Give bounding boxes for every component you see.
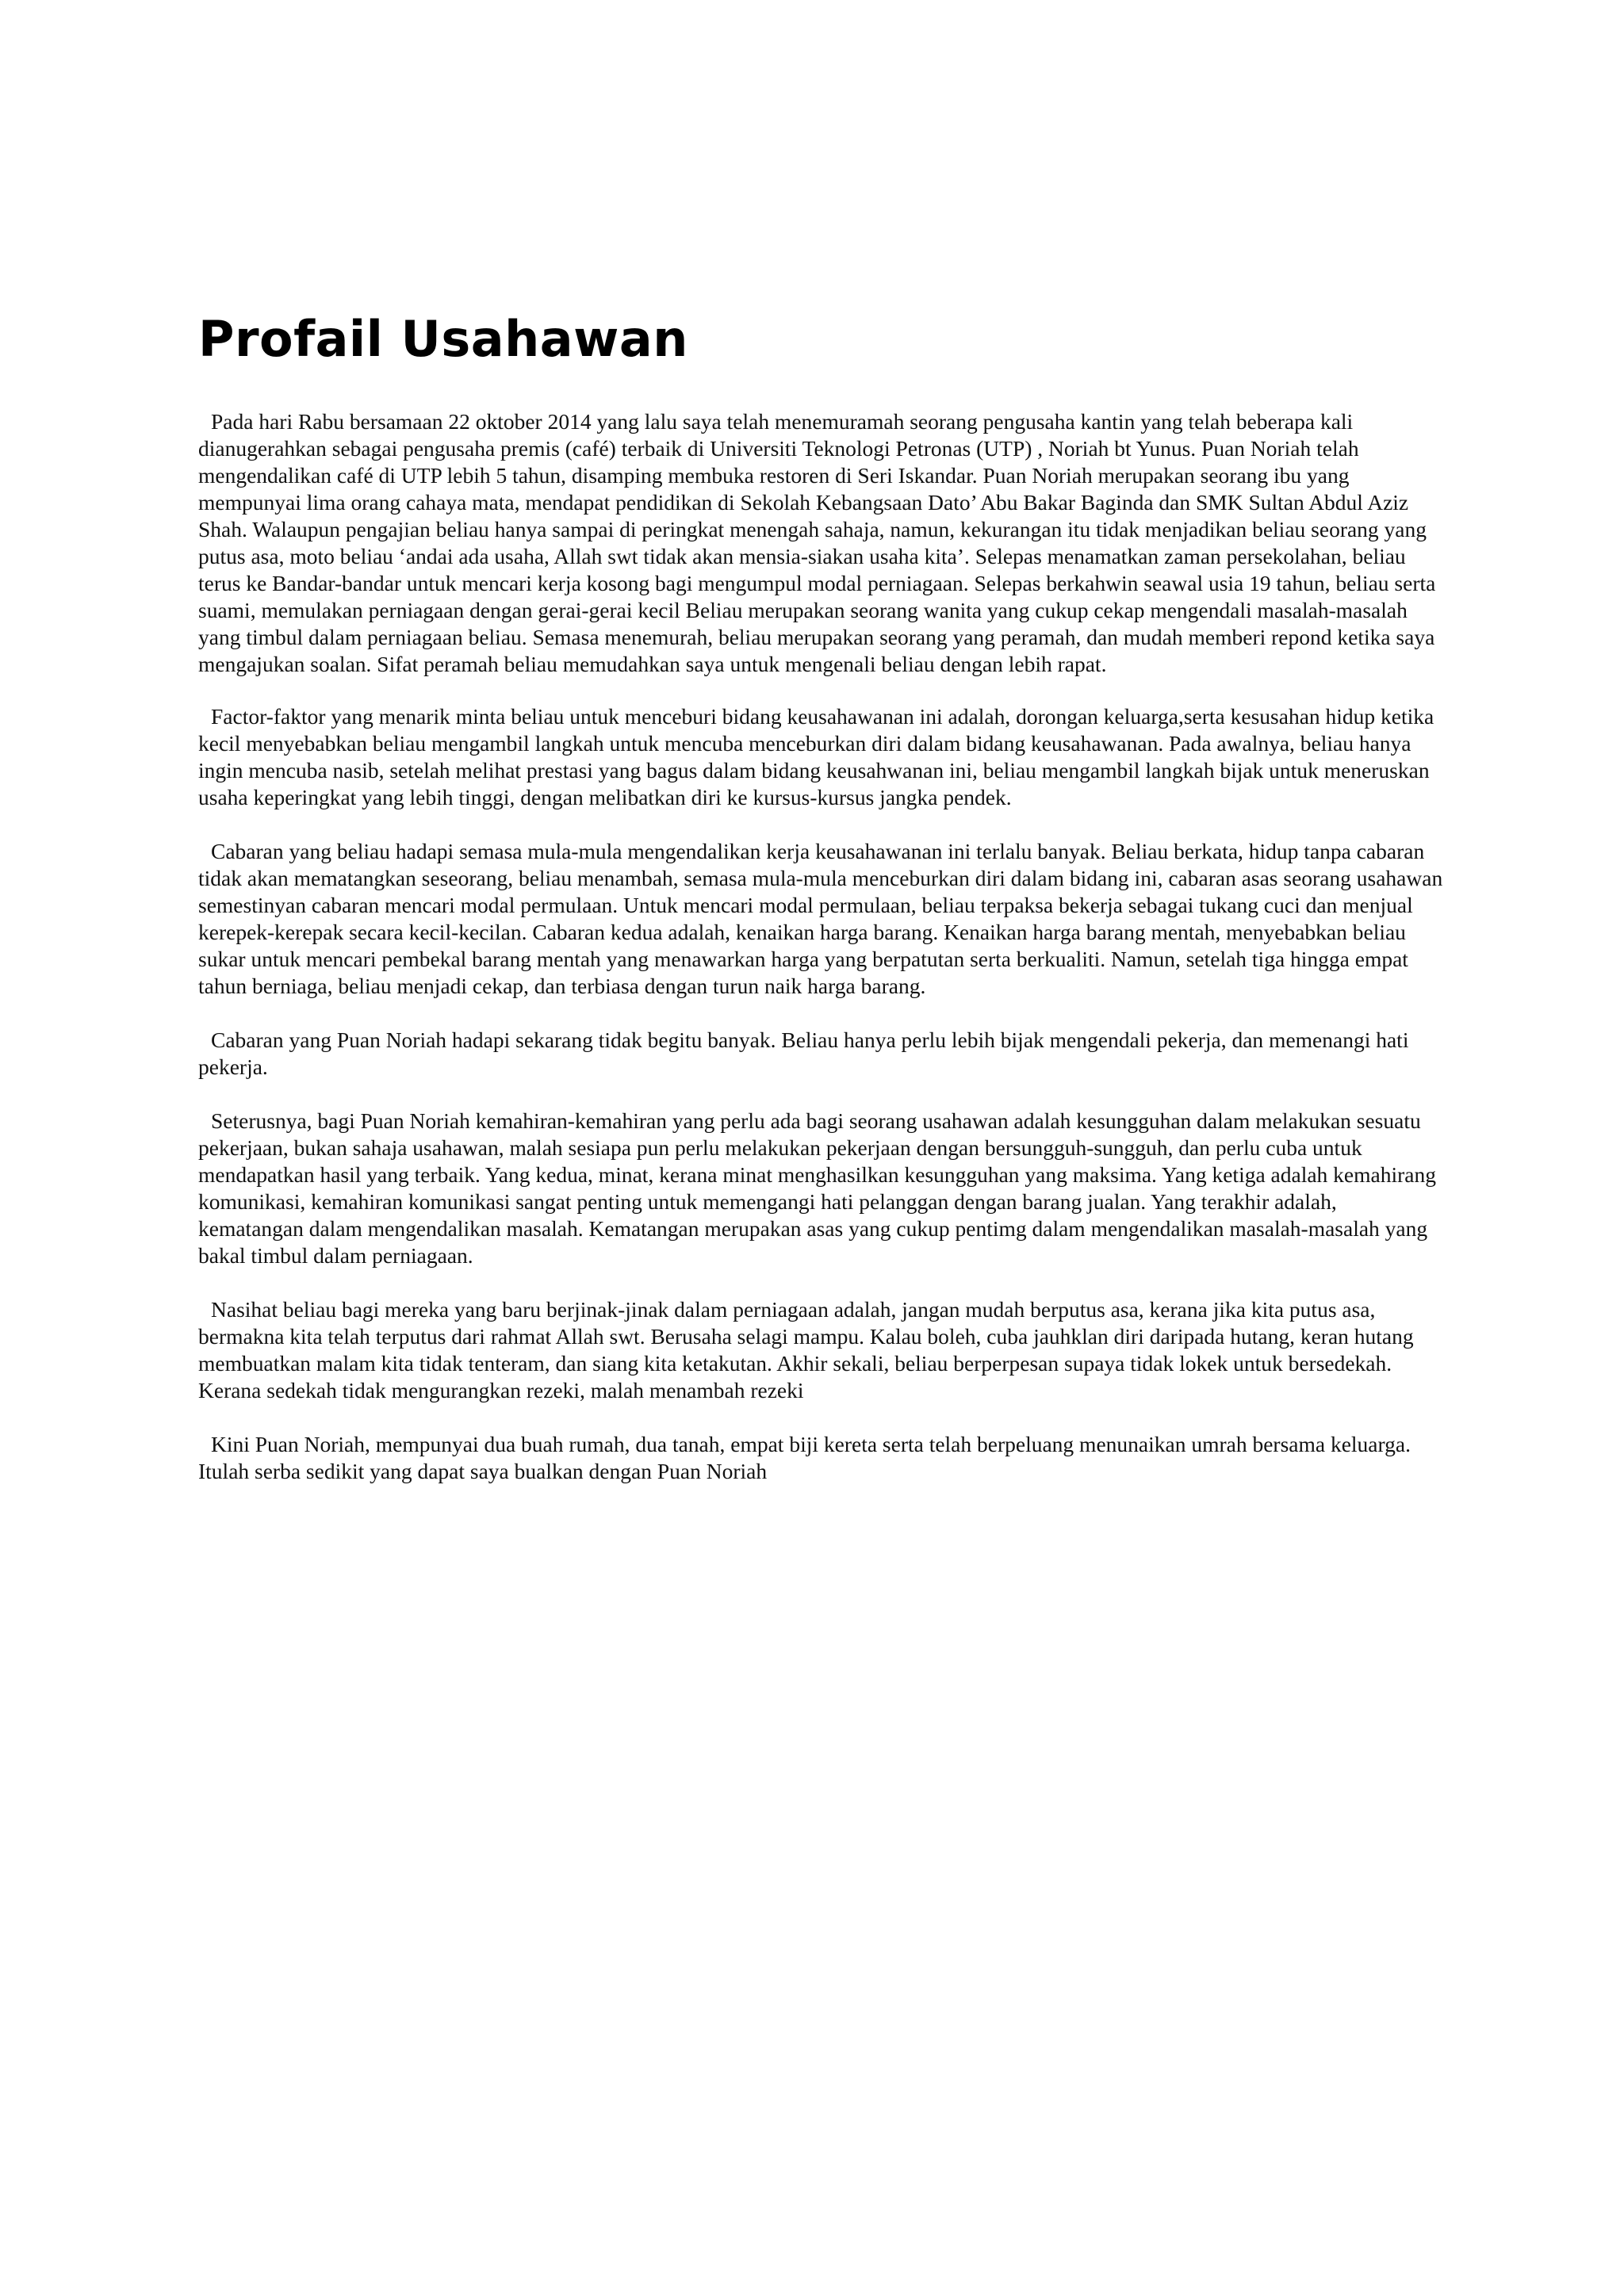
paragraph-current-challenges: Cabaran yang Puan Noriah hadapi sekarang tidak begitu banyak. Beliau hanya perlu lebih bijak mengendali pekerja, dan memenangi hati pekerja. [198, 1027, 1409, 1079]
paragraph-skills: Seterusnya, bagi Puan Noriah kemahiran-kemahiran yang perlu ada bagi seorang usahawan adalah kesungguhan dalam melakukan sesuatu pekerjaan, bukan sahaja usahawan, malah sesiapa pun perlu melakukan pekerjaan dengan bersungguh-sungguh, dan perlu cuba untuk mendapatkan hasil yang terbaik. Yang kedua, minat, kerana minat menghasilkan kesungguhan yang maksima. Yang ketiga adalah kemahirang komunikasi, kemahiran komunikasi sangat penting untuk memengangi hati pelanggan dengan barang jualan. Yang terakhir adalah, kematangan dalam mengendalikan masalah. Kematangan merupakan asas yang cukup pentimg dalam mengendalikan masalah-masalah yang bakal timbul dalam perniagaan. [198, 1108, 1436, 1268]
paragraph-motivation: Factor-faktor yang menarik minta beliau untuk menceburi bidang keusahawanan ini adalah, dorongan keluarga,serta kesusahan hidup ketika kecil menyebabkan beliau mengambil langkah untuk mencuba menceburkan diri dalam bidang keusahawanan. Pada awalnya, beliau hanya ingin mencuba nasib, setelah melihat prestasi yang bagus dalam bidang keusahwanan ini, beliau mengambil langkah bijak untuk meneruskan usaha keperingkat yang lebih tinggi, dengan melibatkan diri ke kursus-kursus jangka pendek. [198, 704, 1434, 809]
paragraph-introduction: Pada hari Rabu bersamaan 22 oktober 2014 yang lalu saya telah menemuramah seorang pengusaha kantin yang telah beberapa kali dianugerahkan sebagai pengusaha premis (café) terbaik di Universiti Teknologi Petronas (UTP) , Noriah bt Yunus. Puan Noriah telah mengendalikan café di UTP lebih 5 tahun, disamping membuka restoren di Seri Iskandar. Puan Noriah merupakan seorang ibu yang mempunyai lima orang cahaya mata, mendapat pendidikan di Sekolah Kebangsaan Dato’ Abu Bakar Baginda dan SMK Sultan Abdul Aziz Shah. Walaupun pengajian beliau hanya sampai di peringkat menengah sahaja, namun, kekurangan itu tidak menjadikan beliau seorang yang putus asa, moto beliau ‘andai ada usaha, Allah swt tidak akan mensia-siakan usaha kita’. Selepas menamatkan zaman persekolahan, beliau terus ke Bandar-bandar untuk mencari kerja kosong bagi mengumpul modal perniagaan. Selepas berkahwin seawal usia 19 tahun, beliau serta suami, memulakan perniagaan dengan gerai-gerai kecil Beliau merupakan seorang wanita yang cukup cekap mengendali masalah-masalah yang timbul dalam perniagaan beliau. Semasa menemurah, beliau merupakan seorang yang peramah, dan mudah memberi repond ketika saya mengajukan soalan. Sifat peramah beliau memudahkan saya untuk mengenali beliau dengan lebih rapat. [198, 409, 1436, 676]
paragraph-early-challenges: Cabaran yang beliau hadapi semasa mula-mula mengendalikan kerja keusahawanan ini terlalu banyak. Beliau berkata, hidup tanpa cabaran tidak akan mematangkan seseorang, beliau menambah, semasa mula-mula menceburkan diri dalam bidang ini, cabaran asas seorang usahawan semestinyan cabaran mencari modal permulaan. Untuk mencari modal permulaan, beliau terpaksa bekerja sebagai tukang cuci dan menjual kerepek-kerepak secara kecil-kecilan. Cabaran kedua adalah, kenaikan harga barang. Kenaikan harga barang mentah, menyebabkan beliau sukar untuk mencari pembekal barang mentah yang menawarkan harga yang berpatutan serta berkualiti. Namun, setelah tiga hingga empat tahun berniaga, beliau menjadi cekap, dan terbiasa dengan turun naik harga barang. [198, 839, 1443, 998]
paragraph-advice: Nasihat beliau bagi mereka yang baru berjinak-jinak dalam perniagaan adalah, jangan mudah berputus asa, kerana jika kita putus asa, bermakna kita telah terputus dari rahmat Allah swt. Berusaha selagi mampu. Kalau boleh, cuba jauhklan diri daripada hutang, keran hutang membuatkan malam kita tidak tenteram, dan siang kita ketakutan. Akhir sekali, beliau berperpesan supaya tidak lokek untuk bersedekah. Kerana sedekah tidak mengurangkan rezeki, malah menambah rezeki [198, 1297, 1414, 1402]
document-title: Profail Usahawan [198, 310, 688, 368]
document-page [198, 308, 1443, 1485]
paragraph-achievements: Kini Puan Noriah, mempunyai dua buah rumah, dua tanah, empat biji kereta serta telah berpeluang menunaikan umrah bersama keluarga. Itulah serba sedikit yang dapat saya bualkan dengan Puan Noriah [198, 1432, 1411, 1483]
